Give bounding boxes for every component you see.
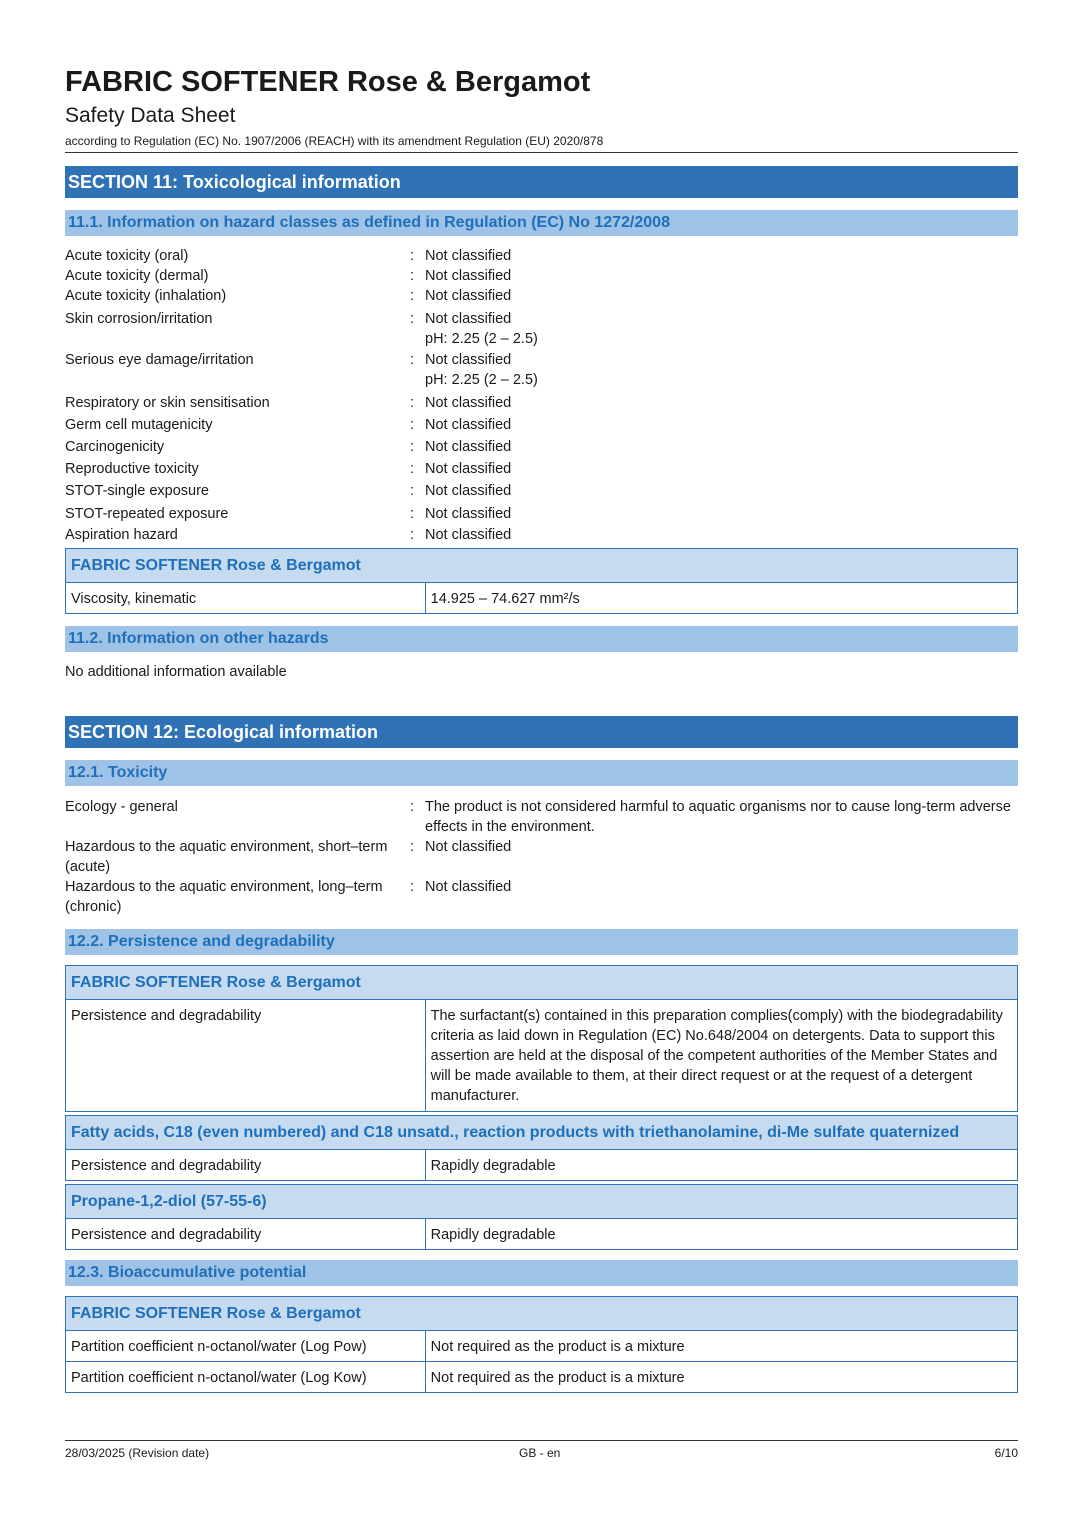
colon-separator: : bbox=[410, 268, 415, 284]
bioaccumulation-table bbox=[65, 1296, 1018, 1393]
table-row bbox=[66, 1362, 1018, 1393]
table-cell-label: Partition coefficient n-octanol/water (Log Pow) bbox=[66, 1331, 426, 1362]
subsection-12-3-heading: 12.3. Bioaccumulative potential bbox=[65, 1260, 1018, 1286]
property-label: Hazardous to the aquatic environment, short–term (acute) bbox=[65, 839, 388, 875]
regulation-line: according to Regulation (EC) No. 1907/2006 (REACH) with its amendment Regulation (EU) 2020/878 bbox=[65, 134, 604, 148]
table-cell-value: 14.925 – 74.627 mm²/s bbox=[425, 583, 1017, 614]
colon-separator: : bbox=[410, 799, 415, 815]
section-11-heading: SECTION 11: Toxicological information bbox=[65, 166, 1018, 198]
property-label: Germ cell mutagenicity bbox=[65, 417, 213, 433]
property-label: Skin corrosion/irritation bbox=[65, 311, 213, 327]
property-label: Acute toxicity (inhalation) bbox=[65, 288, 227, 304]
table-row bbox=[66, 1219, 1018, 1250]
property-label: Acute toxicity (dermal) bbox=[65, 268, 209, 284]
colon-separator: : bbox=[410, 879, 415, 895]
colon-separator: : bbox=[410, 288, 415, 304]
section-12-heading: SECTION 12: Ecological information bbox=[65, 716, 1018, 748]
property-label: Respiratory or skin sensitisation bbox=[65, 395, 270, 411]
property-value: Not classified bbox=[425, 461, 512, 477]
viscosity-table bbox=[65, 548, 1018, 614]
property-value: Not classified bbox=[425, 417, 512, 433]
header-divider bbox=[65, 152, 1018, 153]
property-label: Carcinogenicity bbox=[65, 439, 165, 455]
property-label: STOT-repeated exposure bbox=[65, 506, 229, 522]
property-value-ph: pH: 2.25 (2 – 2.5) bbox=[425, 372, 538, 388]
table-heading: FABRIC SOFTENER Rose & Bergamot bbox=[66, 549, 1018, 583]
table-cell-label: Persistence and degradability bbox=[66, 1000, 426, 1112]
table-cell-value: Not required as the product is a mixture bbox=[425, 1331, 1017, 1362]
table-cell-label: Partition coefficient n-octanol/water (Log Kow) bbox=[66, 1362, 426, 1393]
table-row bbox=[66, 1150, 1018, 1181]
colon-separator: : bbox=[410, 417, 415, 433]
subsection-11-2-heading: 11.2. Information on other hazards bbox=[65, 626, 1018, 652]
property-value: Not classified bbox=[425, 527, 512, 543]
colon-separator: : bbox=[410, 839, 415, 855]
property-value: Not classified bbox=[425, 395, 512, 411]
table-heading: FABRIC SOFTENER Rose & Bergamot bbox=[66, 1297, 1018, 1331]
property-value: Not classified bbox=[425, 483, 512, 499]
colon-separator: : bbox=[410, 527, 415, 543]
colon-separator: : bbox=[410, 506, 415, 522]
colon-separator: : bbox=[410, 461, 415, 477]
property-label: Hazardous to the aquatic environment, long–term (chronic) bbox=[65, 879, 383, 915]
colon-separator: : bbox=[410, 483, 415, 499]
table-heading: FABRIC SOFTENER Rose & Bergamot bbox=[66, 966, 1018, 1000]
table-cell-value: Rapidly degradable bbox=[425, 1150, 1017, 1181]
subsection-12-1-heading: 12.1. Toxicity bbox=[65, 760, 1018, 786]
table-row bbox=[66, 1000, 1018, 1112]
property-value: Not classified bbox=[425, 248, 512, 264]
footer-divider bbox=[65, 1440, 1018, 1441]
colon-separator: : bbox=[410, 395, 415, 411]
property-label: Serious eye damage/irritation bbox=[65, 352, 254, 368]
property-label: Reproductive toxicity bbox=[65, 461, 199, 477]
document-subtitle: Safety Data Sheet bbox=[65, 104, 236, 127]
table-cell-label: Persistence and degradability bbox=[66, 1150, 426, 1181]
property-value: Not classified bbox=[425, 311, 512, 327]
colon-separator: : bbox=[410, 248, 415, 264]
colon-separator: : bbox=[410, 352, 415, 368]
property-value-ph: pH: 2.25 (2 – 2.5) bbox=[425, 331, 538, 347]
page-number: 6/10 bbox=[994, 1446, 1018, 1460]
other-hazards-text: No additional information available bbox=[65, 664, 287, 680]
revision-date: 28/03/2025 (Revision date) bbox=[65, 1446, 210, 1460]
language-code: GB - en bbox=[519, 1446, 561, 1460]
subsection-12-2-heading: 12.2. Persistence and degradability bbox=[65, 929, 1018, 955]
property-value: Not classified bbox=[425, 439, 512, 455]
property-value: Not classified bbox=[425, 288, 512, 304]
table-heading: Fatty acids, C18 (even numbered) and C18 unsatd., reaction products with triethanolamine, di-Me sulfate quaternized bbox=[66, 1116, 1018, 1150]
colon-separator: : bbox=[410, 311, 415, 327]
document-title: FABRIC SOFTENER Rose & Bergamot bbox=[65, 66, 591, 98]
table-row bbox=[66, 1331, 1018, 1362]
property-label: Acute toxicity (oral) bbox=[65, 248, 189, 264]
property-value: Not classified bbox=[425, 352, 512, 368]
property-label: Ecology - general bbox=[65, 799, 178, 815]
property-value: The product is not considered harmful to aquatic organisms nor to cause long-term adverse effects in the environment. bbox=[425, 799, 1011, 835]
table-cell-value: The surfactant(s) contained in this preparation complies(comply) with the biodegradability criteria as laid down in Regulation (EC) No.648/2004 on detergents. Data to support this assertion are held at the disposal of the competent authorities of the Member States and will be made available to them, at their direct request or at the request of a detergent manufacturer. bbox=[425, 1000, 1017, 1112]
table-cell-value: Rapidly degradable bbox=[425, 1219, 1017, 1250]
property-value: Not classified bbox=[425, 839, 512, 855]
colon-separator: : bbox=[410, 439, 415, 455]
property-label: STOT-single exposure bbox=[65, 483, 209, 499]
table-row bbox=[66, 583, 1018, 614]
property-value: Not classified bbox=[425, 879, 512, 895]
table-heading: Propane-1,2-diol (57-55-6) bbox=[66, 1185, 1018, 1219]
property-value: Not classified bbox=[425, 506, 512, 522]
property-value: Not classified bbox=[425, 268, 512, 284]
table-cell-label: Viscosity, kinematic bbox=[66, 583, 426, 614]
persistence-table bbox=[65, 965, 1018, 1250]
table-cell-label: Persistence and degradability bbox=[66, 1219, 426, 1250]
subsection-11-1-heading: 11.1. Information on hazard classes as defined in Regulation (EC) No 1272/2008 bbox=[65, 210, 1018, 236]
property-label: Aspiration hazard bbox=[65, 527, 178, 543]
table-cell-value: Not required as the product is a mixture bbox=[425, 1362, 1017, 1393]
